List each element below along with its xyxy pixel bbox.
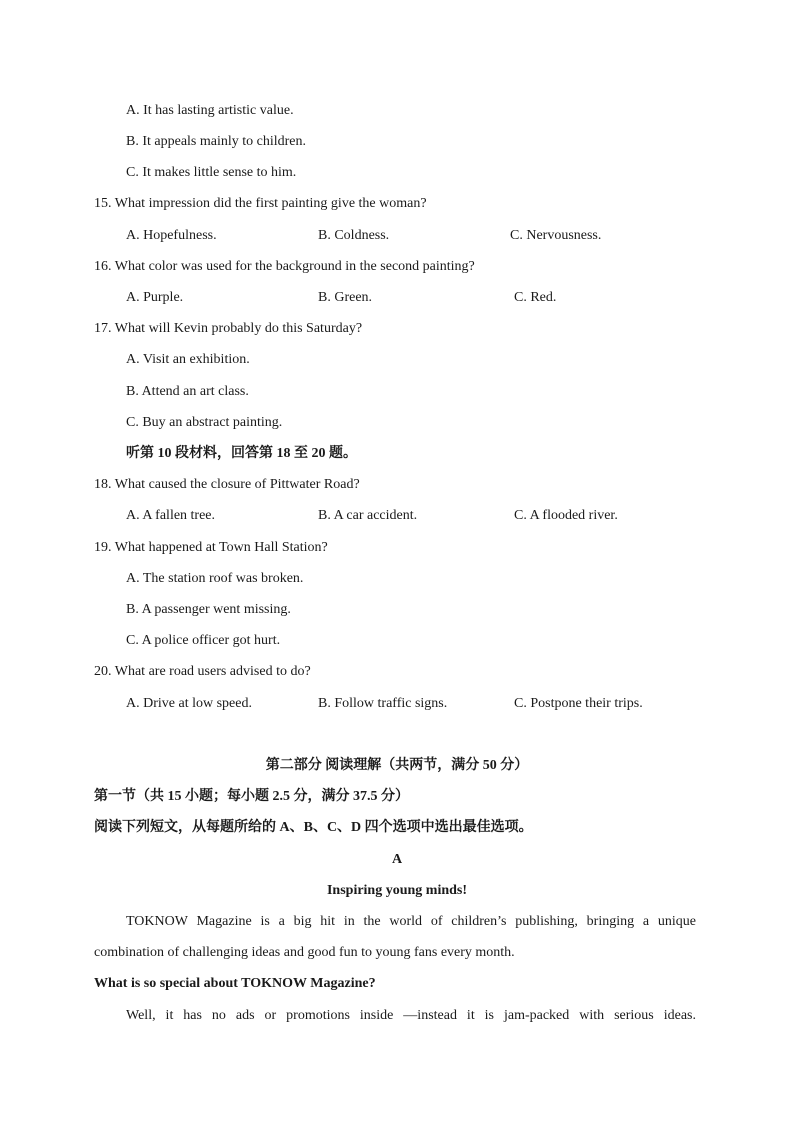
q19-option-c: C. A police officer got hurt. [126, 633, 281, 648]
q17-option-b: B. Attend an art class. [126, 384, 249, 399]
q14-option-a: A. It has lasting artistic value. [126, 103, 294, 118]
q17-option-a: A. Visit an exhibition. [126, 352, 250, 367]
q15-option-c: C. Nervousness. [510, 228, 602, 243]
q17-option-c: C. Buy an abstract painting. [126, 415, 283, 430]
q16-option-c: C. Red. [514, 290, 557, 305]
para2-line1: Well, it has no ads or promotions inside —instead it is jam-packed with serious ideas. [126, 1008, 696, 1023]
q15-question: 15. What impression did the first painting give the woman? [94, 196, 427, 211]
section10-instruction: 听第 10 段材料，回答第 18 至 20 题。 [126, 446, 357, 461]
q20-option-c: C. Postpone their trips. [514, 696, 643, 711]
q19-option-b: B. A passenger went missing. [126, 602, 291, 617]
q19-option-a: A. The station roof was broken. [126, 571, 304, 586]
passage-title: Inspiring young minds! [326, 883, 468, 898]
q16-option-b: B. Green. [318, 290, 373, 305]
q14-option-c: C. It makes little sense to him. [126, 165, 297, 180]
para1-line1: TOKNOW Magazine is a big hit in the world of children’s publishing, bringing a unique [126, 914, 696, 929]
part2-instruction: 阅读下列短文，从每题所给的 A、B、C、D 四个选项中选出最佳选项。 [94, 820, 533, 835]
q20-option-a: A. Drive at low speed. [126, 696, 252, 711]
q18-option-c: C. A flooded river. [514, 508, 618, 523]
q15-option-a: A. Hopefulness. [126, 228, 217, 243]
q18-option-a: A. A fallen tree. [126, 508, 216, 523]
passage-letter: A [391, 852, 403, 867]
q15-option-b: B. Coldness. [318, 228, 390, 243]
q16-question: 16. What color was used for the background in the second painting? [94, 259, 475, 274]
q20-option-b: B. Follow traffic signs. [318, 696, 448, 711]
part2-section1: 第一节（共 15 小题；每小题 2.5 分，满分 37.5 分） [94, 789, 409, 804]
q17-question: 17. What will Kevin probably do this Saturday? [94, 321, 363, 336]
q18-option-b: B. A car accident. [318, 508, 418, 523]
q14-option-b: B. It appeals mainly to children. [126, 134, 307, 149]
q18-question: 18. What caused the closure of Pittwater Road? [94, 477, 360, 492]
passage-subheading: What is so special about TOKNOW Magazine? [94, 976, 376, 991]
part2-title: 第二部分 阅读理解（共两节，满分 50 分） [265, 758, 529, 773]
q19-question: 19. What happened at Town Hall Station? [94, 540, 328, 555]
q16-option-a: A. Purple. [126, 290, 184, 305]
para1-line2: combination of challenging ideas and good fun to young fans every month. [94, 945, 515, 960]
q20-question: 20. What are road users advised to do? [94, 664, 311, 679]
